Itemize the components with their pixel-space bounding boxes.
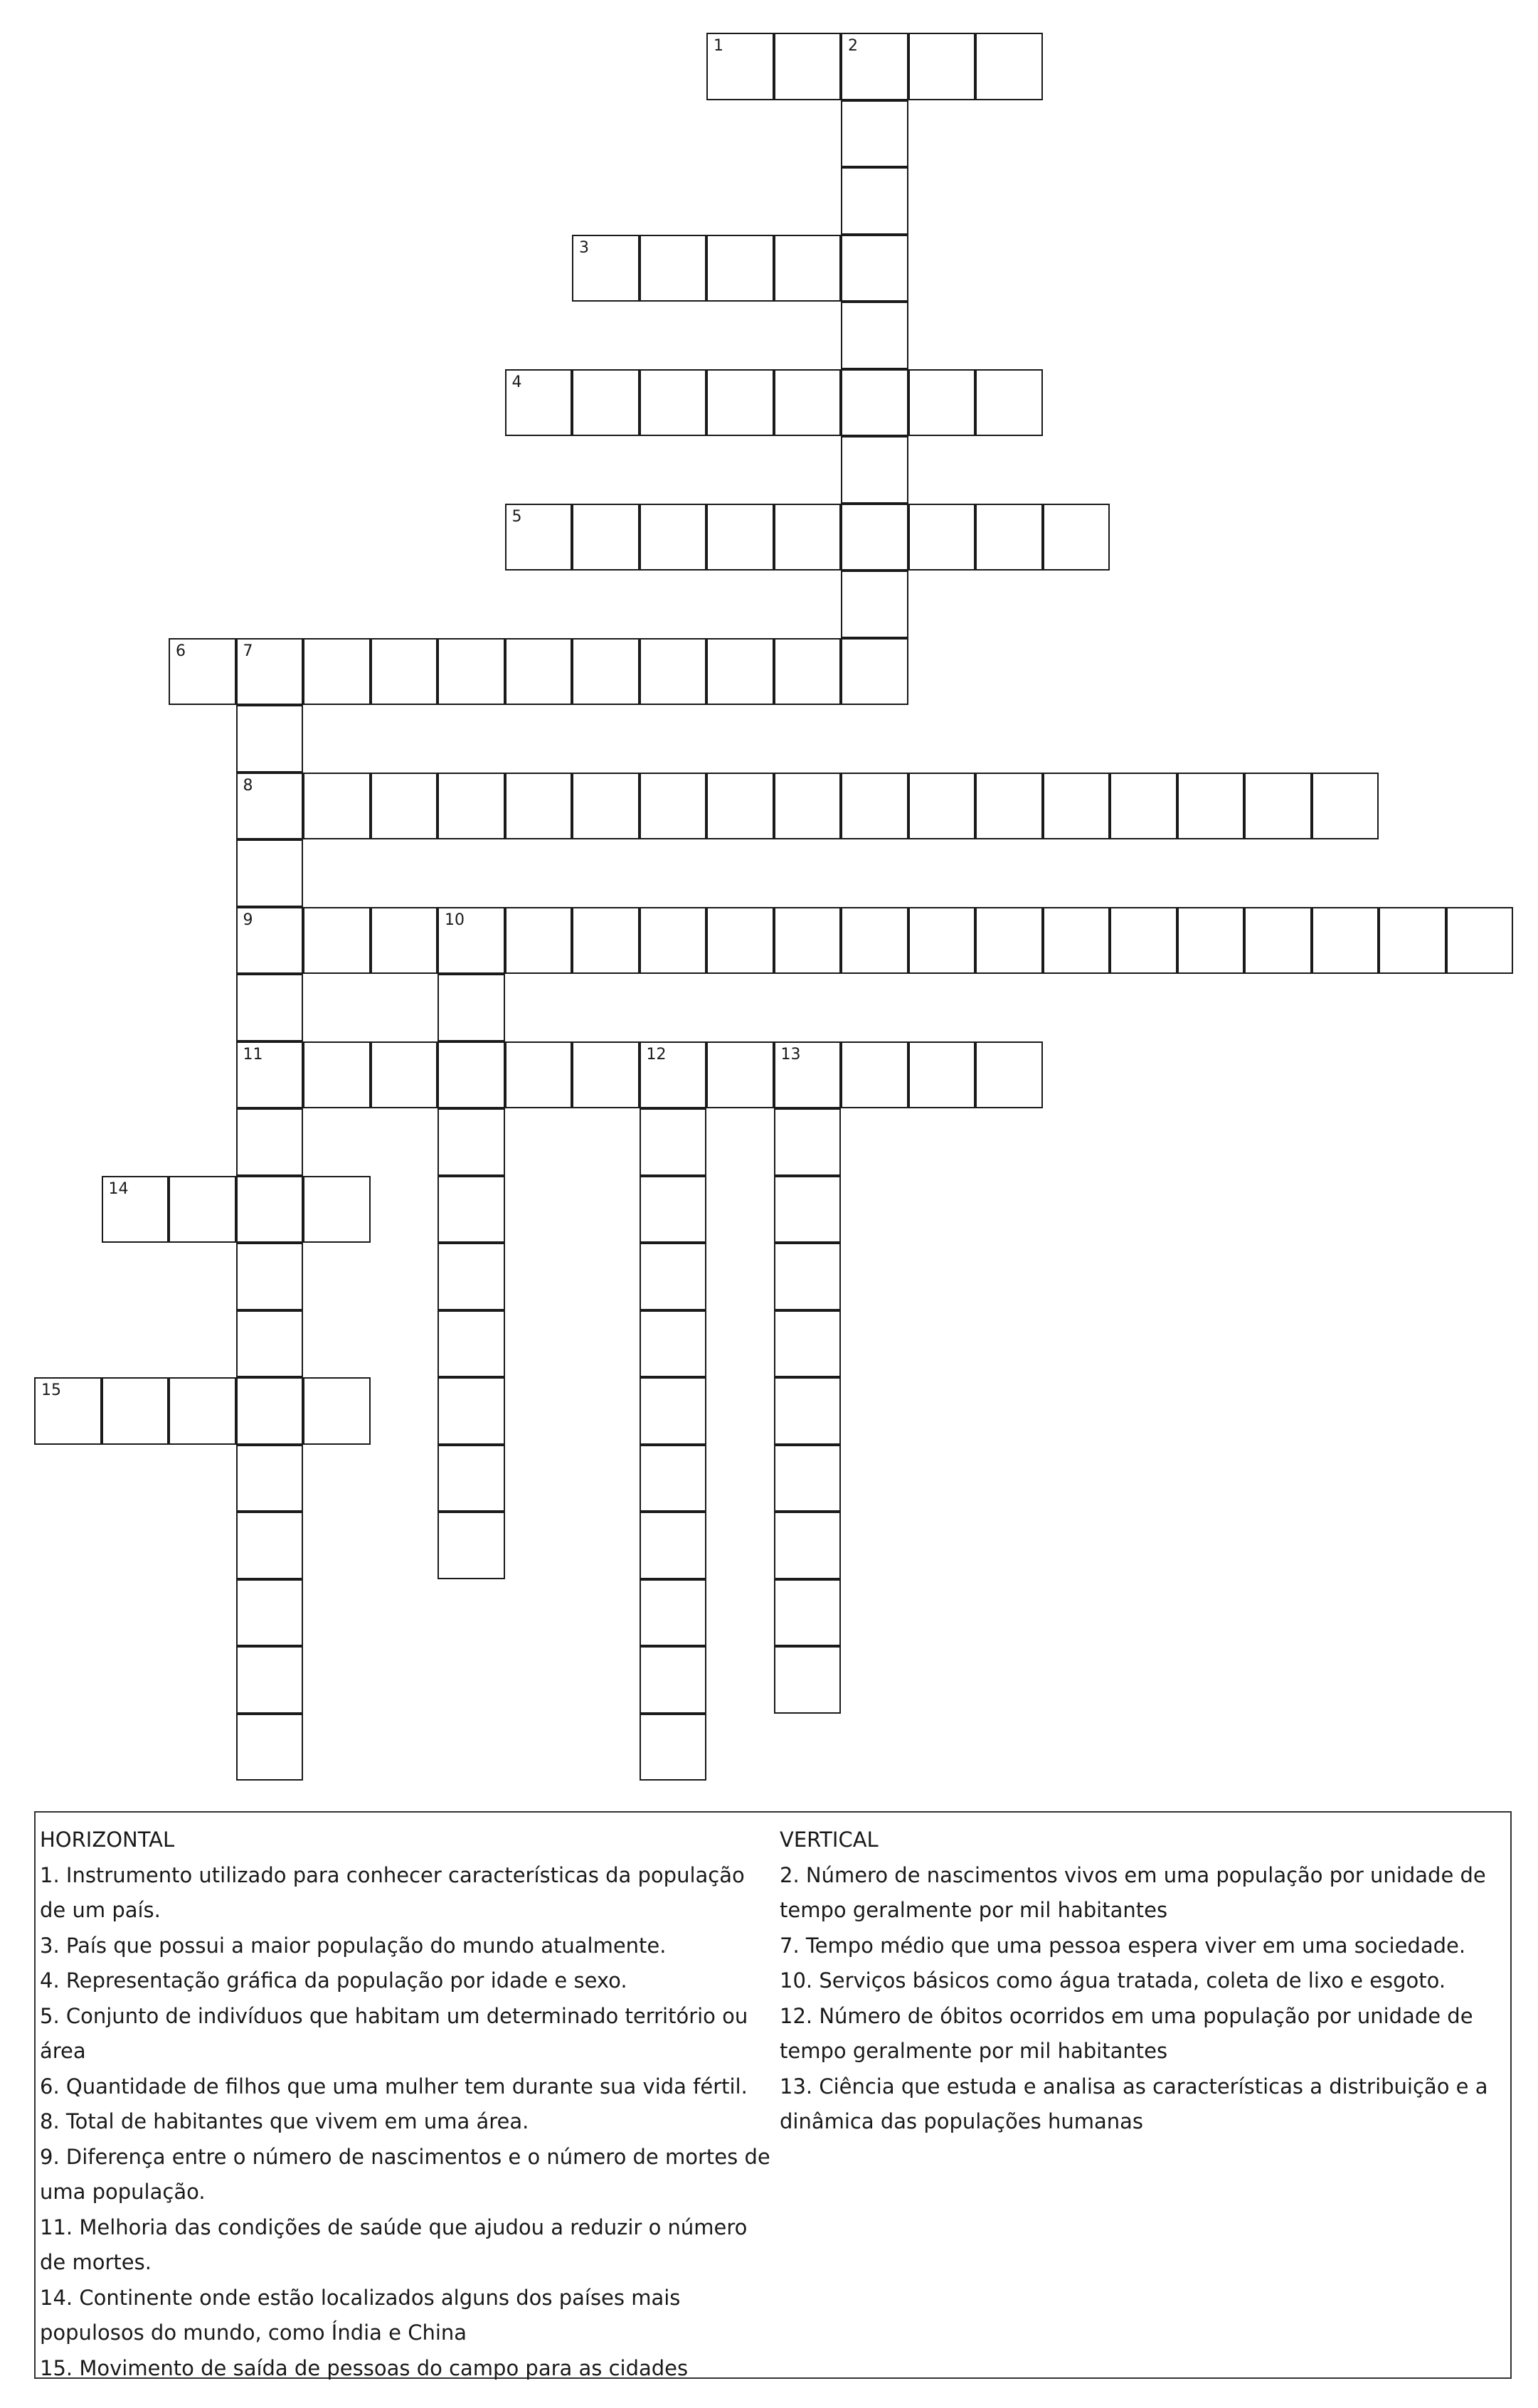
crossword-cell[interactable] bbox=[841, 436, 908, 504]
crossword-cell[interactable] bbox=[371, 907, 438, 975]
crossword-cell[interactable] bbox=[437, 1445, 505, 1512]
crossword-cell[interactable] bbox=[236, 1512, 304, 1579]
crossword-cell[interactable] bbox=[437, 1041, 505, 1109]
crossword-cell[interactable] bbox=[236, 1579, 304, 1647]
crossword-cell[interactable] bbox=[640, 1108, 707, 1176]
crossword-cell[interactable] bbox=[640, 1714, 707, 1781]
crossword-cell[interactable] bbox=[841, 235, 908, 302]
clue-v-12: 12. Número de óbitos ocorridos em uma população por unidade de tempo geralmente por mil habitantes bbox=[780, 2003, 1473, 2063]
crossword-cell[interactable] bbox=[774, 773, 842, 840]
crossword-cell[interactable] bbox=[841, 100, 908, 168]
clue-h-6: 6. Quantidade de filhos que uma mulher tem durante sua vida fértil. bbox=[40, 2074, 748, 2099]
crossword-cell[interactable] bbox=[236, 705, 304, 773]
crossword-cell[interactable] bbox=[640, 773, 707, 840]
crossword-cell[interactable] bbox=[437, 1512, 505, 1579]
crossword-cell[interactable] bbox=[1043, 907, 1110, 975]
clue-number: 3 bbox=[579, 238, 589, 257]
crossword-cell[interactable] bbox=[572, 638, 640, 706]
crossword-cell[interactable] bbox=[236, 1646, 304, 1714]
crossword-cell[interactable] bbox=[975, 773, 1043, 840]
crossword-cell[interactable] bbox=[236, 1041, 304, 1109]
crossword-cell[interactable] bbox=[640, 1579, 707, 1647]
crossword-cell[interactable] bbox=[640, 1646, 707, 1714]
crossword-cell[interactable] bbox=[774, 1512, 842, 1579]
crossword-cell[interactable] bbox=[169, 638, 236, 706]
crossword-cell[interactable] bbox=[102, 1377, 169, 1445]
clue-v-7: 7. Tempo médio que uma pessoa espera viver em uma sociedade. bbox=[780, 1933, 1466, 1958]
crossword-cell[interactable] bbox=[236, 638, 304, 706]
clue-h-14: 14. Continente onde estão localizados alguns dos países mais populosos do mundo, como Índia e China bbox=[40, 2285, 681, 2345]
crossword-cell[interactable] bbox=[774, 1243, 842, 1310]
crossword-cell[interactable] bbox=[908, 504, 976, 571]
crossword-cell[interactable] bbox=[706, 504, 774, 571]
crossword-cell[interactable] bbox=[303, 1041, 371, 1109]
clue-h-3: 3. País que possui a maior população do mundo atualmente. bbox=[40, 1933, 667, 1958]
horizontal-clues bbox=[40, 1823, 776, 2386]
crossword-cell[interactable] bbox=[706, 33, 774, 100]
vertical-title: VERTICAL bbox=[780, 1828, 879, 1852]
crossword-cell[interactable] bbox=[1110, 773, 1177, 840]
crossword-cell[interactable] bbox=[303, 1176, 371, 1243]
crossword-cell[interactable] bbox=[303, 773, 371, 840]
crossword-cell[interactable] bbox=[236, 839, 304, 907]
clue-number: 9 bbox=[243, 911, 253, 929]
crossword-cell[interactable] bbox=[1244, 907, 1312, 975]
crossword-cell[interactable] bbox=[572, 773, 640, 840]
crossword-cell[interactable] bbox=[437, 974, 505, 1041]
crossword-cell[interactable] bbox=[303, 1377, 371, 1445]
crossword-cell[interactable] bbox=[371, 638, 438, 706]
crossword-cell[interactable] bbox=[774, 907, 842, 975]
crossword-cell[interactable] bbox=[774, 1310, 842, 1378]
crossword-cell[interactable] bbox=[640, 907, 707, 975]
clue-number: 5 bbox=[511, 507, 522, 526]
crossword-cell[interactable] bbox=[975, 907, 1043, 975]
crossword-cell[interactable] bbox=[236, 1176, 304, 1243]
crossword-cell[interactable] bbox=[236, 1377, 304, 1445]
crossword-cell[interactable] bbox=[34, 1377, 102, 1445]
crossword-cell[interactable] bbox=[505, 369, 573, 437]
clue-number: 8 bbox=[243, 776, 253, 795]
crossword-cell[interactable] bbox=[303, 907, 371, 975]
crossword-cell[interactable] bbox=[841, 907, 908, 975]
clue-number: 12 bbox=[646, 1045, 667, 1064]
crossword-cell[interactable] bbox=[236, 1445, 304, 1512]
crossword-cell[interactable] bbox=[1043, 773, 1110, 840]
crossword-cell[interactable] bbox=[841, 504, 908, 571]
crossword-cell[interactable] bbox=[774, 504, 842, 571]
crossword-cell[interactable] bbox=[437, 1176, 505, 1243]
crossword-cell[interactable] bbox=[572, 504, 640, 571]
crossword-cell[interactable] bbox=[437, 907, 505, 975]
crossword-cell[interactable] bbox=[505, 638, 573, 706]
clue-number: 10 bbox=[445, 911, 465, 929]
crossword-cell[interactable] bbox=[640, 1445, 707, 1512]
crossword-cell[interactable] bbox=[908, 1041, 976, 1109]
crossword-cell[interactable] bbox=[303, 638, 371, 706]
crossword-cell[interactable] bbox=[236, 907, 304, 975]
clue-h-4: 4. Representação gráfica da população por idade e sexo. bbox=[40, 1968, 627, 1993]
crossword-cell[interactable] bbox=[908, 773, 976, 840]
clue-h-5: 5. Conjunto de indivíduos que habitam um determinado território ou área bbox=[40, 2003, 748, 2063]
clues-box bbox=[34, 1811, 1512, 2379]
crossword-cell[interactable] bbox=[572, 235, 640, 302]
crossword-cell[interactable] bbox=[437, 773, 505, 840]
crossword-cell[interactable] bbox=[102, 1176, 169, 1243]
crossword-cell[interactable] bbox=[975, 504, 1043, 571]
clue-h-1: 1. Instrumento utilizado para conhecer características da população de um país. bbox=[40, 1862, 745, 1922]
clue-number: 7 bbox=[243, 642, 253, 660]
crossword-cell[interactable] bbox=[841, 571, 908, 638]
clue-h-8: 8. Total de habitantes que vivem em uma área. bbox=[40, 2109, 529, 2133]
crossword-cell[interactable] bbox=[841, 638, 908, 706]
crossword-cell[interactable] bbox=[841, 773, 908, 840]
crossword-cell[interactable] bbox=[236, 1108, 304, 1176]
crossword-cell[interactable] bbox=[706, 369, 774, 437]
crossword-cell[interactable] bbox=[706, 773, 774, 840]
crossword-cell[interactable] bbox=[505, 504, 573, 571]
crossword-cell[interactable] bbox=[774, 1377, 842, 1445]
crossword-cell[interactable] bbox=[975, 369, 1043, 437]
crossword-cell[interactable] bbox=[640, 1377, 707, 1445]
crossword-cell[interactable] bbox=[437, 1377, 505, 1445]
crossword-cell[interactable] bbox=[975, 33, 1043, 100]
crossword-cell[interactable] bbox=[169, 1377, 236, 1445]
crossword-cell[interactable] bbox=[1312, 907, 1379, 975]
crossword-cell[interactable] bbox=[774, 1041, 842, 1109]
crossword-cell[interactable] bbox=[841, 33, 908, 100]
crossword-cell[interactable] bbox=[774, 1108, 842, 1176]
crossword-cell[interactable] bbox=[1177, 773, 1245, 840]
clue-number: 4 bbox=[511, 373, 522, 391]
crossword-cell[interactable] bbox=[975, 1041, 1043, 1109]
crossword-cell[interactable] bbox=[841, 1041, 908, 1109]
crossword-cell[interactable] bbox=[774, 369, 842, 437]
crossword-cell[interactable] bbox=[908, 33, 976, 100]
crossword-cell[interactable] bbox=[774, 1646, 842, 1714]
crossword-cell[interactable] bbox=[505, 773, 573, 840]
crossword-cell[interactable] bbox=[1110, 907, 1177, 975]
crossword-cell[interactable] bbox=[437, 1243, 505, 1310]
clue-number: 11 bbox=[243, 1045, 263, 1064]
crossword-cell[interactable] bbox=[706, 235, 774, 302]
crossword-cell[interactable] bbox=[236, 974, 304, 1041]
crossword-cell[interactable] bbox=[640, 1310, 707, 1378]
crossword-cell[interactable] bbox=[236, 773, 304, 840]
crossword-cell[interactable] bbox=[706, 907, 774, 975]
crossword-cell[interactable] bbox=[706, 1041, 774, 1109]
clue-h-11: 11. Melhoria das condições de saúde que ajudou a reduzir o número de mortes. bbox=[40, 2215, 748, 2274]
crossword-cell[interactable] bbox=[437, 1310, 505, 1378]
crossword-cell[interactable] bbox=[371, 773, 438, 840]
clue-v-13: 13. Ciência que estuda e analisa as características a distribuição e a dinâmica das populações humanas bbox=[780, 2074, 1488, 2133]
clue-number: 14 bbox=[108, 1179, 129, 1198]
crossword-cell[interactable] bbox=[236, 1243, 304, 1310]
crossword-cell[interactable] bbox=[505, 1041, 573, 1109]
clue-number: 15 bbox=[41, 1381, 61, 1399]
crossword-cell[interactable] bbox=[640, 235, 707, 302]
crossword-cell[interactable] bbox=[1312, 773, 1379, 840]
crossword-cell[interactable] bbox=[640, 1041, 707, 1109]
crossword-cell[interactable] bbox=[774, 1176, 842, 1243]
crossword-cell[interactable] bbox=[706, 638, 774, 706]
crossword-cell[interactable] bbox=[774, 638, 842, 706]
crossword-cell[interactable] bbox=[236, 1714, 304, 1781]
crossword-cell[interactable] bbox=[572, 907, 640, 975]
crossword-cell[interactable] bbox=[640, 504, 707, 571]
crossword-cell[interactable] bbox=[640, 1512, 707, 1579]
clue-h-15: 15. Movimento de saída de pessoas do campo para as cidades bbox=[40, 2355, 689, 2380]
crossword-cell[interactable] bbox=[640, 638, 707, 706]
crossword-cell[interactable] bbox=[908, 369, 976, 437]
crossword-cell[interactable] bbox=[774, 1579, 842, 1647]
crossword-cell[interactable] bbox=[774, 235, 842, 302]
crossword-cell[interactable] bbox=[640, 1176, 707, 1243]
crossword-cell[interactable] bbox=[1244, 773, 1312, 840]
clue-number: 13 bbox=[780, 1045, 801, 1064]
crossword-cell[interactable] bbox=[1379, 907, 1446, 975]
crossword-cell[interactable] bbox=[1043, 504, 1110, 571]
crossword-cell[interactable] bbox=[1446, 907, 1514, 975]
crossword-cell[interactable] bbox=[640, 1243, 707, 1310]
horizontal-title: HORIZONTAL bbox=[40, 1828, 175, 1852]
clue-v-2: 2. Número de nascimentos vivos em uma população por unidade de tempo geralmente por mil habitantes bbox=[780, 1862, 1486, 1922]
vertical-clues bbox=[780, 1823, 1502, 2140]
crossword-cell[interactable] bbox=[572, 369, 640, 437]
clue-number: 1 bbox=[714, 37, 723, 55]
crossword-cell[interactable] bbox=[640, 369, 707, 437]
clue-number: 2 bbox=[848, 37, 858, 55]
crossword-cell[interactable] bbox=[1177, 907, 1245, 975]
crossword-cell[interactable] bbox=[774, 33, 842, 100]
crossword-cell[interactable] bbox=[841, 302, 908, 369]
crossword-cell[interactable] bbox=[169, 1176, 236, 1243]
crossword-cell[interactable] bbox=[236, 1310, 304, 1378]
crossword-cell[interactable] bbox=[572, 1041, 640, 1109]
crossword-cell[interactable] bbox=[841, 369, 908, 437]
clue-v-10: 10. Serviços básicos como água tratada, coleta de lixo e esgoto. bbox=[780, 1968, 1446, 1993]
clue-number: 6 bbox=[176, 642, 186, 660]
crossword-cell[interactable] bbox=[505, 907, 573, 975]
clue-h-9: 9. Diferença entre o número de nascimentos e o número de mortes de uma população. bbox=[40, 2144, 770, 2204]
crossword-cell[interactable] bbox=[908, 907, 976, 975]
crossword-cell[interactable] bbox=[437, 1108, 505, 1176]
crossword-cell[interactable] bbox=[371, 1041, 438, 1109]
crossword-cell[interactable] bbox=[774, 1445, 842, 1512]
crossword-cell[interactable] bbox=[841, 167, 908, 235]
crossword-cell[interactable] bbox=[437, 638, 505, 706]
